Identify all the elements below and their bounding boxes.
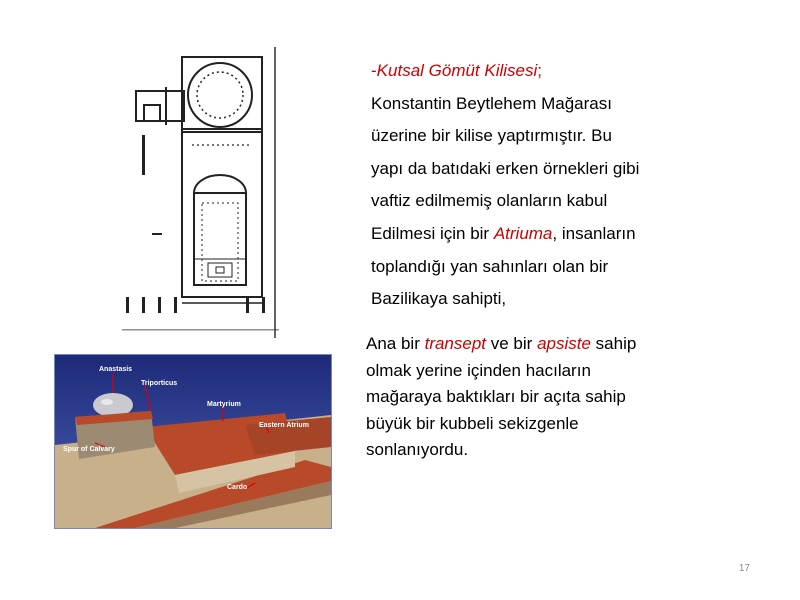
label-spur-of-calvary: Spur of Calvary: [63, 446, 115, 453]
text-fragment: , insanların: [552, 223, 636, 243]
label-eastern-atrium: Eastern Atrium: [259, 422, 309, 429]
text-fragment: Ana bir: [366, 334, 425, 353]
text-line: [371, 218, 761, 251]
label-anastasis: Anastasis: [99, 366, 133, 373]
text-line: olmak yerine içinden hacıların: [366, 360, 591, 380]
text-line: toplandığı yan sahınları olan bir: [371, 256, 609, 276]
term-apse: apsiste: [537, 334, 591, 353]
term-transept: transept: [424, 334, 487, 353]
church-reconstruction-image: [54, 354, 332, 529]
label-martyrium: Martyrium: [207, 401, 241, 408]
description-paragraph-1: [371, 55, 761, 316]
heading-line: [371, 55, 761, 88]
heading-dash: -: [371, 61, 377, 80]
text-fragment: sahip: [590, 334, 637, 353]
text-fragment: Edilmesi için bir: [371, 223, 494, 243]
label-cardo: Cardo: [227, 484, 248, 491]
text-line: büyük bir kubbeli sekizgenle: [366, 413, 579, 433]
text-line: yapı da batıdaki erken örnekleri gibi: [371, 158, 640, 178]
term-atrium: Atriuma: [493, 223, 553, 243]
text-line: sonlanıyordu.: [366, 440, 469, 459]
heading-semicolon: ;: [537, 61, 543, 80]
text-line: vaftiz edilmemiş olanların kabul: [371, 191, 608, 211]
text-line: üzerine bir kilise yaptırmıştır. Bu: [371, 126, 612, 146]
text-line: Konstantin Beytlehem Mağarası: [371, 93, 612, 113]
heading-title: Kutsal Gömüt Kilisesi: [376, 61, 538, 80]
text-fragment: ve bir: [486, 334, 538, 353]
text-line: [366, 331, 766, 358]
text-line: Bazilikaya sahipti,: [371, 289, 507, 309]
page-number: 17: [738, 563, 750, 574]
text-line: mağaraya baktıkları bir açıta sahip: [366, 387, 626, 406]
floor-plan-drawing: [122, 47, 279, 338]
label-triporticus: Triporticus: [141, 380, 178, 387]
description-paragraph-2: [366, 331, 766, 464]
